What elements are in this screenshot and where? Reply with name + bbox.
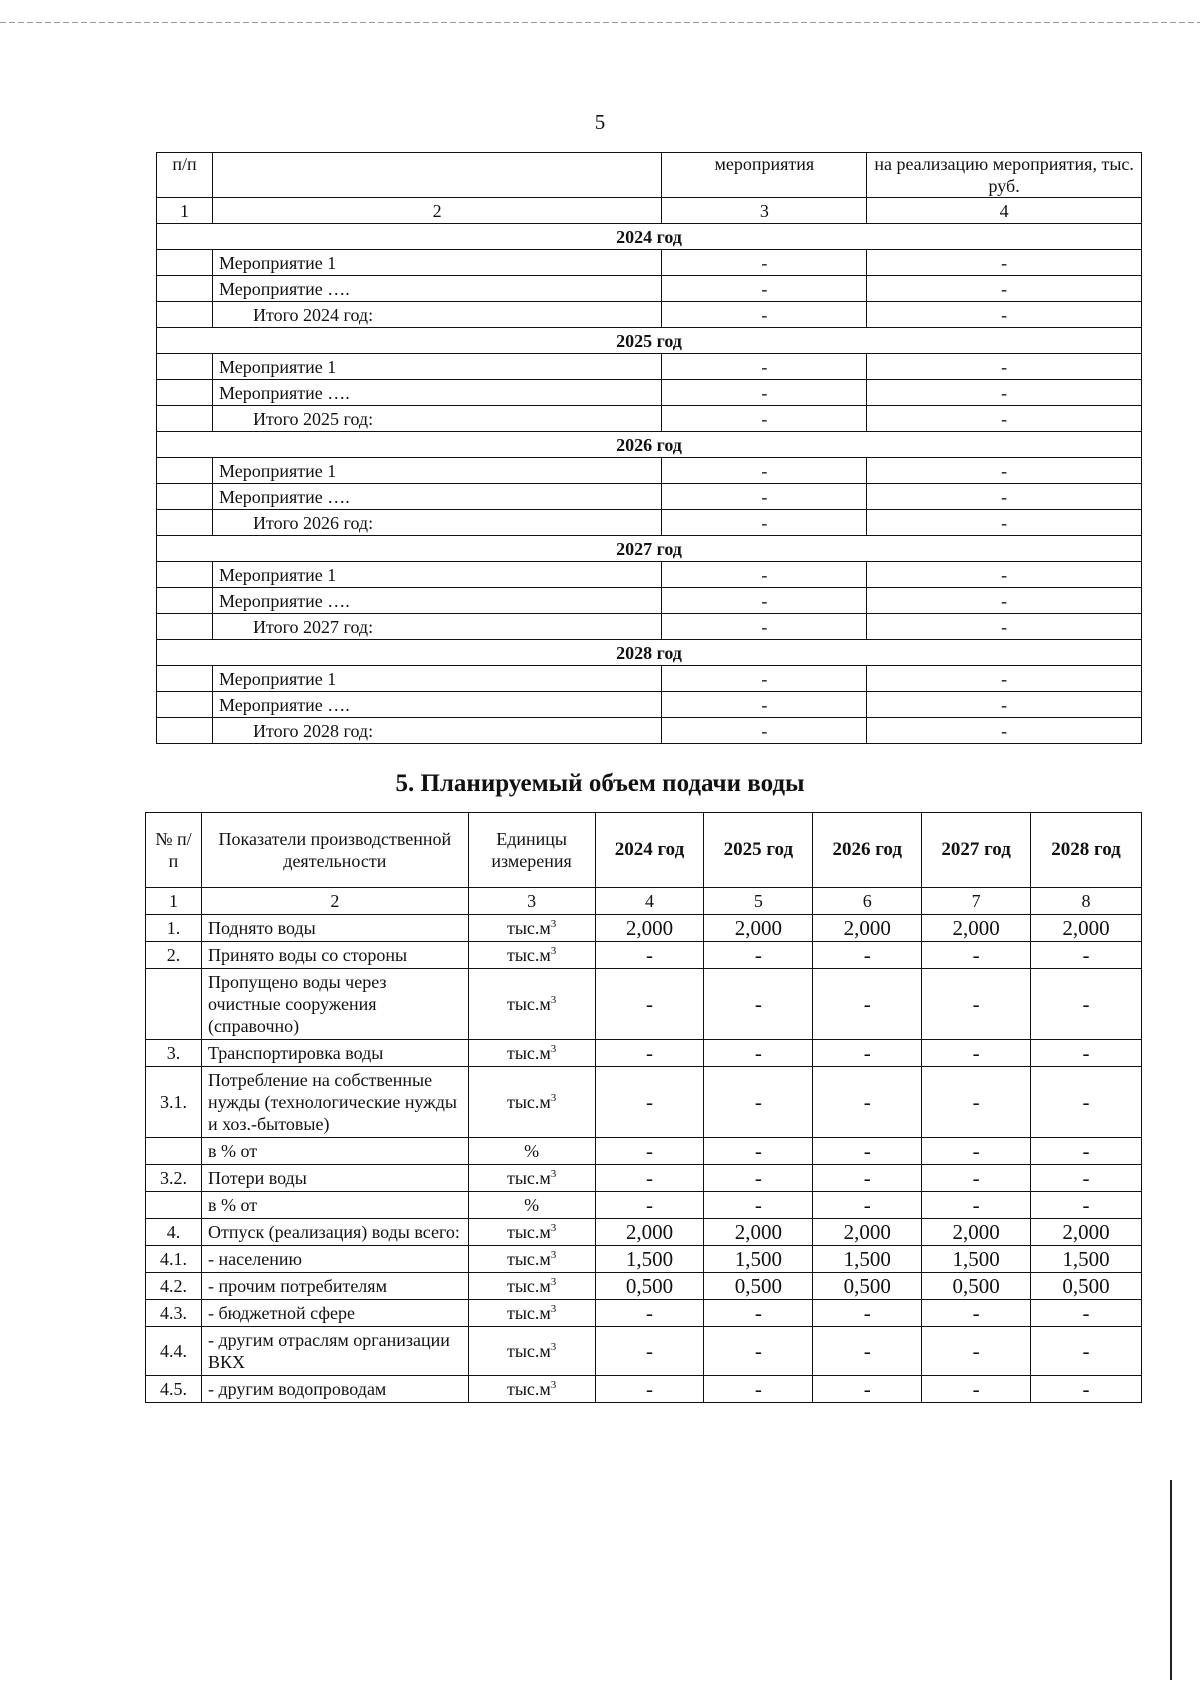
row-value: - (595, 1300, 704, 1327)
event-name: Итого 2027 год: (212, 614, 661, 640)
total-row (157, 406, 1142, 432)
event-cost: - (867, 718, 1142, 744)
unit-exponent: 3 (550, 1222, 557, 1234)
year-heading: 2027 год (157, 536, 1142, 562)
table-row (146, 1138, 1142, 1165)
event-row (157, 484, 1142, 510)
row-value: - (922, 1067, 1031, 1138)
event-cost: - (867, 510, 1142, 536)
row-indicator: Потери воды (201, 1165, 468, 1192)
row-value: - (704, 1376, 813, 1403)
row-value: - (922, 1327, 1031, 1376)
row-value: 2,000 (813, 1219, 922, 1246)
unit-text: тыс.м (506, 1222, 551, 1242)
event-name: Мероприятие …. (212, 588, 661, 614)
row-value: - (813, 1192, 922, 1219)
year-heading: 2025 год (157, 328, 1142, 354)
row-value: - (704, 1138, 813, 1165)
row-value: 0,500 (704, 1273, 813, 1300)
row-value: - (595, 1327, 704, 1376)
row-unit (468, 1219, 595, 1246)
year-heading: 2028 год (157, 640, 1142, 666)
unit-exponent: 3 (550, 994, 557, 1006)
unit-exponent: 3 (550, 1168, 557, 1180)
unit-exponent: 3 (550, 945, 557, 957)
unit-text: % (524, 1141, 540, 1161)
row-value: 0,500 (922, 1273, 1031, 1300)
row-value: - (704, 1327, 813, 1376)
table1-header-row (157, 153, 1142, 198)
table1-col-number-row (157, 198, 1142, 224)
header-indicator: Показатели производственной деятельности (201, 813, 468, 888)
event-cost: - (867, 380, 1142, 406)
total-row (157, 614, 1142, 640)
event-cost: - (867, 692, 1142, 718)
row-value: - (813, 1040, 922, 1067)
row-value: - (922, 1192, 1031, 1219)
event-value: - (662, 458, 867, 484)
row-indicator: в % от (201, 1138, 468, 1165)
col-number: 1 (146, 888, 202, 915)
unit-text: тыс.м (506, 1249, 551, 1269)
row-value: - (813, 969, 922, 1040)
table-row (146, 1246, 1142, 1273)
row-unit (468, 1040, 595, 1067)
unit-text: тыс.м (506, 994, 551, 1014)
year-row (157, 432, 1142, 458)
col-number: 5 (704, 888, 813, 915)
col-number: 4 (595, 888, 704, 915)
table-row (146, 1376, 1142, 1403)
unit-text: тыс.м (506, 1276, 551, 1296)
row-unit (468, 1376, 595, 1403)
row-unit (468, 1165, 595, 1192)
total-row (157, 510, 1142, 536)
row-num-cell (157, 614, 213, 640)
row-value: - (813, 1376, 922, 1403)
row-value: - (595, 1040, 704, 1067)
event-value: - (662, 406, 867, 432)
total-row (157, 302, 1142, 328)
row-unit (468, 969, 595, 1040)
unit-text: тыс.м (506, 1092, 551, 1112)
year-heading: 2024 год (157, 224, 1142, 250)
event-name: Итого 2025 год: (212, 406, 661, 432)
unit-text: % (524, 1195, 540, 1215)
row-value: - (1031, 1300, 1142, 1327)
unit-text: тыс.м (506, 918, 551, 938)
row-num-cell (157, 588, 213, 614)
row-value: - (813, 1327, 922, 1376)
event-cost: - (867, 406, 1142, 432)
activities-table (156, 152, 1142, 744)
event-row (157, 458, 1142, 484)
unit-exponent: 3 (550, 1276, 557, 1288)
event-value: - (662, 588, 867, 614)
table-row (146, 915, 1142, 942)
header-year: 2028 год (1031, 813, 1142, 888)
row-value: - (595, 1192, 704, 1219)
event-value: - (662, 510, 867, 536)
unit-text: тыс.м (506, 1303, 551, 1323)
table-row (146, 1300, 1142, 1327)
row-value: 0,500 (595, 1273, 704, 1300)
event-name: Мероприятие 1 (212, 666, 661, 692)
row-unit (468, 1246, 595, 1273)
row-value: - (813, 1165, 922, 1192)
header-unit: Единицы измерения (468, 813, 595, 888)
row-value: - (1031, 942, 1142, 969)
unit-exponent: 3 (550, 1249, 557, 1261)
row-value: 2,000 (595, 1219, 704, 1246)
row-value: - (922, 1165, 1031, 1192)
row-num-cell (157, 354, 213, 380)
row-value: - (704, 1300, 813, 1327)
unit-text: тыс.м (506, 1168, 551, 1188)
row-num-cell (157, 718, 213, 744)
row-unit (468, 1300, 595, 1327)
scan-edge-line (0, 22, 1200, 23)
row-unit (468, 1138, 595, 1165)
event-cost: - (867, 302, 1142, 328)
event-row (157, 354, 1142, 380)
event-cost: - (867, 614, 1142, 640)
row-value: - (813, 1067, 922, 1138)
row-value: - (813, 1300, 922, 1327)
row-value: 2,000 (1031, 1219, 1142, 1246)
row-value: - (922, 1376, 1031, 1403)
header-col-cost: на реализацию мероприятия, тыс. руб. (867, 153, 1142, 198)
row-unit (468, 915, 595, 942)
row-unit (468, 1192, 595, 1219)
event-value: - (662, 484, 867, 510)
event-row (157, 666, 1142, 692)
header-col-name (212, 153, 661, 198)
row-value: - (1031, 1165, 1142, 1192)
row-value: 2,000 (704, 1219, 813, 1246)
row-num-cell (157, 380, 213, 406)
event-cost: - (867, 250, 1142, 276)
event-name: Мероприятие …. (212, 276, 661, 302)
row-value: - (704, 1040, 813, 1067)
header-col-event: мероприятия (662, 153, 867, 198)
table2-col-number-row (146, 888, 1142, 915)
total-row (157, 718, 1142, 744)
row-value: - (1031, 1192, 1142, 1219)
col-number: 7 (922, 888, 1031, 915)
row-value: - (922, 1040, 1031, 1067)
row-indicator: - другим отраслям организации ВКХ (201, 1327, 468, 1376)
col-number: 2 (201, 888, 468, 915)
row-value: - (704, 1067, 813, 1138)
table-row (146, 1273, 1142, 1300)
row-value: - (813, 942, 922, 969)
year-row (157, 224, 1142, 250)
row-number: 4.5. (146, 1376, 202, 1403)
unit-text: тыс.м (506, 1043, 551, 1063)
row-value: - (1031, 1040, 1142, 1067)
row-number: 1. (146, 915, 202, 942)
row-value: 2,000 (922, 915, 1031, 942)
header-num: № п/п (146, 813, 202, 888)
col-number: 2 (212, 198, 661, 224)
unit-exponent: 3 (550, 918, 557, 930)
row-num-cell (157, 302, 213, 328)
scan-margin-line (1170, 1480, 1172, 1680)
event-cost: - (867, 276, 1142, 302)
event-value: - (662, 302, 867, 328)
event-value: - (662, 718, 867, 744)
row-unit (468, 1067, 595, 1138)
event-name: Мероприятие 1 (212, 354, 661, 380)
row-num-cell (157, 406, 213, 432)
row-num-cell (157, 666, 213, 692)
water-supply-table (145, 812, 1142, 1403)
row-value: - (704, 942, 813, 969)
year-row (157, 328, 1142, 354)
row-value: - (1031, 1138, 1142, 1165)
event-cost: - (867, 354, 1142, 380)
row-value: - (922, 1300, 1031, 1327)
row-value: - (595, 1165, 704, 1192)
row-indicator: - другим водопроводам (201, 1376, 468, 1403)
row-number (146, 1192, 202, 1219)
row-number (146, 969, 202, 1040)
row-value: - (813, 1138, 922, 1165)
row-num-cell (157, 276, 213, 302)
header-year: 2027 год (922, 813, 1031, 888)
row-indicator: Принято воды со стороны (201, 942, 468, 969)
event-cost: - (867, 484, 1142, 510)
row-number (146, 1138, 202, 1165)
row-indicator: - бюджетной сфере (201, 1300, 468, 1327)
table-row (146, 1192, 1142, 1219)
event-row (157, 692, 1142, 718)
row-value: - (1031, 969, 1142, 1040)
row-indicator: - прочим потребителям (201, 1273, 468, 1300)
col-number: 3 (662, 198, 867, 224)
event-value: - (662, 250, 867, 276)
table-row (146, 1067, 1142, 1138)
row-value: - (704, 1165, 813, 1192)
event-name: Итого 2024 год: (212, 302, 661, 328)
row-number: 4.2. (146, 1273, 202, 1300)
event-name: Мероприятие …. (212, 380, 661, 406)
row-value: 2,000 (922, 1219, 1031, 1246)
table-row (146, 942, 1142, 969)
event-cost: - (867, 562, 1142, 588)
row-value: 0,500 (813, 1273, 922, 1300)
event-row (157, 276, 1142, 302)
event-row (157, 588, 1142, 614)
event-row (157, 380, 1142, 406)
table2-header-row (146, 813, 1142, 888)
event-value: - (662, 562, 867, 588)
table-row (146, 1327, 1142, 1376)
row-value: 2,000 (595, 915, 704, 942)
year-heading: 2026 год (157, 432, 1142, 458)
page-number: 5 (594, 110, 606, 134)
row-value: - (1031, 1067, 1142, 1138)
row-value: 2,000 (813, 915, 922, 942)
event-value: - (662, 380, 867, 406)
col-number: 3 (468, 888, 595, 915)
col-number: 8 (1031, 888, 1142, 915)
row-unit (468, 1327, 595, 1376)
event-name: Итого 2028 год: (212, 718, 661, 744)
row-indicator: Поднято воды (201, 915, 468, 942)
row-number: 3.1. (146, 1067, 202, 1138)
event-value: - (662, 614, 867, 640)
row-indicator: - населению (201, 1246, 468, 1273)
year-row (157, 536, 1142, 562)
row-number: 4.4. (146, 1327, 202, 1376)
row-number: 4.3. (146, 1300, 202, 1327)
event-cost: - (867, 666, 1142, 692)
event-name: Мероприятие 1 (212, 458, 661, 484)
row-number: 4. (146, 1219, 202, 1246)
table-row (146, 1219, 1142, 1246)
row-value: 2,000 (1031, 915, 1142, 942)
event-name: Итого 2026 год: (212, 510, 661, 536)
event-value: - (662, 354, 867, 380)
unit-text: тыс.м (506, 1379, 551, 1399)
unit-exponent: 3 (550, 1379, 557, 1391)
row-unit (468, 942, 595, 969)
row-value: - (595, 1138, 704, 1165)
row-value: - (922, 969, 1031, 1040)
event-value: - (662, 666, 867, 692)
row-value: - (922, 1138, 1031, 1165)
col-number: 4 (867, 198, 1142, 224)
section-title: 5. Планируемый объем подачи воды (395, 770, 805, 797)
row-num-cell (157, 692, 213, 718)
event-cost: - (867, 588, 1142, 614)
header-year: 2025 год (704, 813, 813, 888)
row-value: - (1031, 1327, 1142, 1376)
row-value: - (595, 1376, 704, 1403)
table-row (146, 1165, 1142, 1192)
event-name: Мероприятие 1 (212, 562, 661, 588)
table-row (146, 1040, 1142, 1067)
row-num-cell (157, 250, 213, 276)
header-year: 2026 год (813, 813, 922, 888)
col-number: 6 (813, 888, 922, 915)
unit-exponent: 3 (550, 1043, 557, 1055)
unit-exponent: 3 (550, 1341, 557, 1353)
row-number: 3. (146, 1040, 202, 1067)
row-value: - (595, 969, 704, 1040)
row-num-cell (157, 510, 213, 536)
event-cost: - (867, 458, 1142, 484)
row-indicator: Пропущено воды через очистные сооружения (справочно) (201, 969, 468, 1040)
row-indicator: Транспортировка воды (201, 1040, 468, 1067)
row-num-cell (157, 484, 213, 510)
row-value: 1,500 (813, 1246, 922, 1273)
row-number: 3.2. (146, 1165, 202, 1192)
unit-text: тыс.м (506, 1341, 551, 1361)
header-year: 2024 год (595, 813, 704, 888)
row-value: 1,500 (922, 1246, 1031, 1273)
row-value: - (1031, 1376, 1142, 1403)
row-num-cell (157, 562, 213, 588)
year-row (157, 640, 1142, 666)
event-value: - (662, 692, 867, 718)
unit-exponent: 3 (550, 1092, 557, 1104)
row-num-cell (157, 458, 213, 484)
row-unit (468, 1273, 595, 1300)
event-name: Мероприятие …. (212, 484, 661, 510)
event-value: - (662, 276, 867, 302)
event-name: Мероприятие 1 (212, 250, 661, 276)
event-name: Мероприятие …. (212, 692, 661, 718)
event-row (157, 250, 1142, 276)
row-value: - (595, 1067, 704, 1138)
header-col-num: п/п (157, 153, 213, 198)
row-value: 0,500 (1031, 1273, 1142, 1300)
col-number: 1 (157, 198, 213, 224)
row-value: - (704, 969, 813, 1040)
row-value: - (595, 942, 704, 969)
row-number: 2. (146, 942, 202, 969)
unit-exponent: 3 (550, 1303, 557, 1315)
table-row (146, 969, 1142, 1040)
row-number: 4.1. (146, 1246, 202, 1273)
row-value: 2,000 (704, 915, 813, 942)
row-value: - (922, 942, 1031, 969)
row-indicator: Потребление на собственные нужды (технологические нужды и хоз.-бытовые) (201, 1067, 468, 1138)
row-indicator: в % от (201, 1192, 468, 1219)
row-indicator: Отпуск (реализация) воды всего: (201, 1219, 468, 1246)
row-value: 1,500 (595, 1246, 704, 1273)
row-value: - (704, 1192, 813, 1219)
event-row (157, 562, 1142, 588)
unit-text: тыс.м (506, 945, 551, 965)
row-value: 1,500 (704, 1246, 813, 1273)
row-value: 1,500 (1031, 1246, 1142, 1273)
